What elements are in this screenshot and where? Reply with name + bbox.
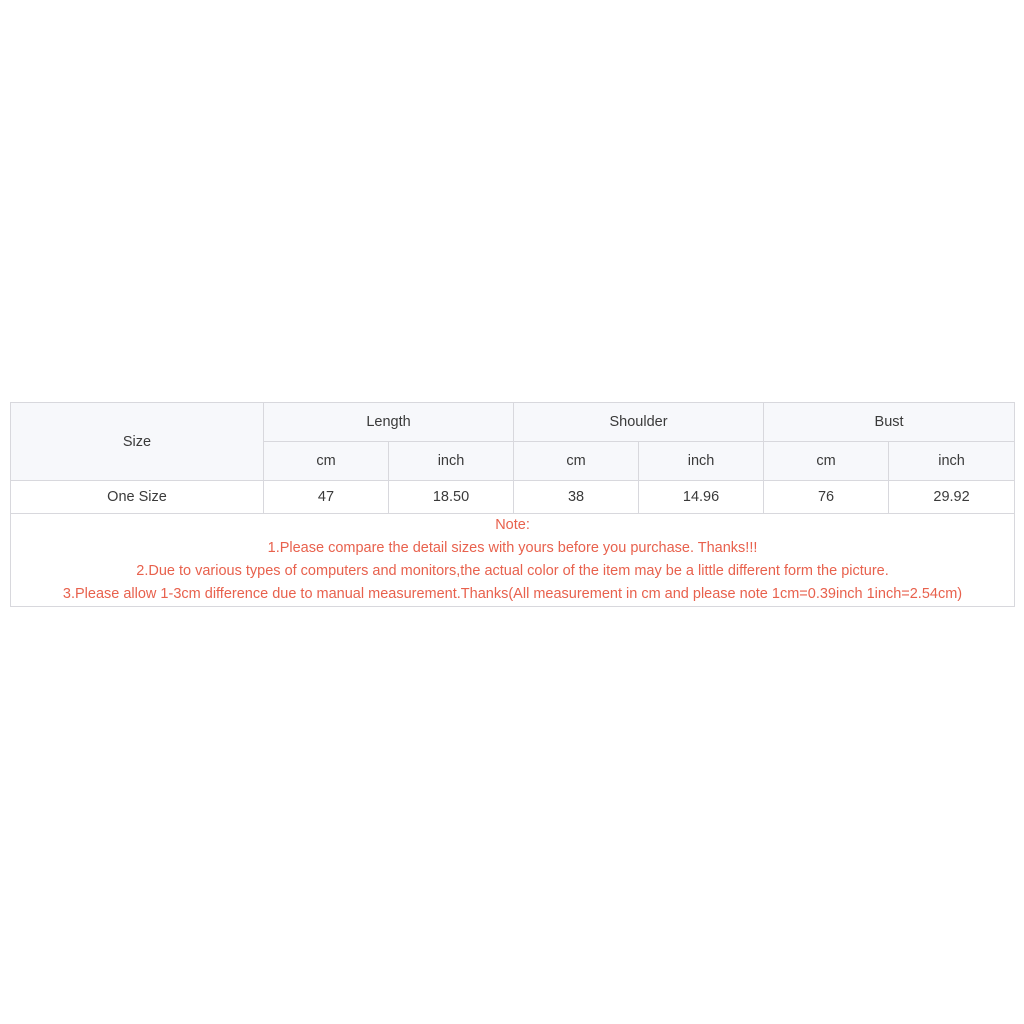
header-cell-bust-inch: inch bbox=[889, 442, 1015, 481]
note-line-3: 3.Please allow 1-3cm difference due to manual measurement.Thanks(All measurement in cm and please note 1cm=0.39inch 1inch=2.54cm) bbox=[62, 586, 963, 602]
header-cell-length-inch: inch bbox=[389, 442, 514, 481]
header-cell-shoulder: Shoulder bbox=[514, 403, 764, 442]
header-cell-length-cm: cm bbox=[264, 442, 389, 481]
cell-shoulder-cm: 38 bbox=[514, 481, 639, 514]
note-heading: Note: bbox=[495, 517, 530, 533]
cell-shoulder-inch: 14.96 bbox=[639, 481, 764, 514]
cell-bust-inch: 29.92 bbox=[889, 481, 1015, 514]
size-chart-container bbox=[10, 402, 1014, 607]
cell-length-cm: 47 bbox=[264, 481, 389, 514]
note-line-2: 2.Due to various types of computers and monitors,the actual color of the item may be a little different form the picture. bbox=[136, 563, 889, 579]
header-cell-shoulder-inch: inch bbox=[639, 442, 764, 481]
cell-size-value: One Size bbox=[11, 481, 264, 514]
note-block bbox=[11, 514, 1015, 607]
header-cell-size: Size bbox=[11, 403, 264, 481]
note-line-1: 1.Please compare the detail sizes with yours before you purchase. Thanks!!! bbox=[267, 540, 758, 556]
table-header-row-groups bbox=[11, 403, 1015, 442]
header-cell-bust: Bust bbox=[764, 403, 1015, 442]
cell-length-inch: 18.50 bbox=[389, 481, 514, 514]
header-cell-shoulder-cm: cm bbox=[514, 442, 639, 481]
note-row bbox=[11, 514, 1015, 607]
size-chart-table bbox=[10, 402, 1015, 607]
cell-bust-cm: 76 bbox=[764, 481, 889, 514]
header-cell-length: Length bbox=[264, 403, 514, 442]
table-row bbox=[11, 481, 1015, 514]
header-cell-bust-cm: cm bbox=[764, 442, 889, 481]
